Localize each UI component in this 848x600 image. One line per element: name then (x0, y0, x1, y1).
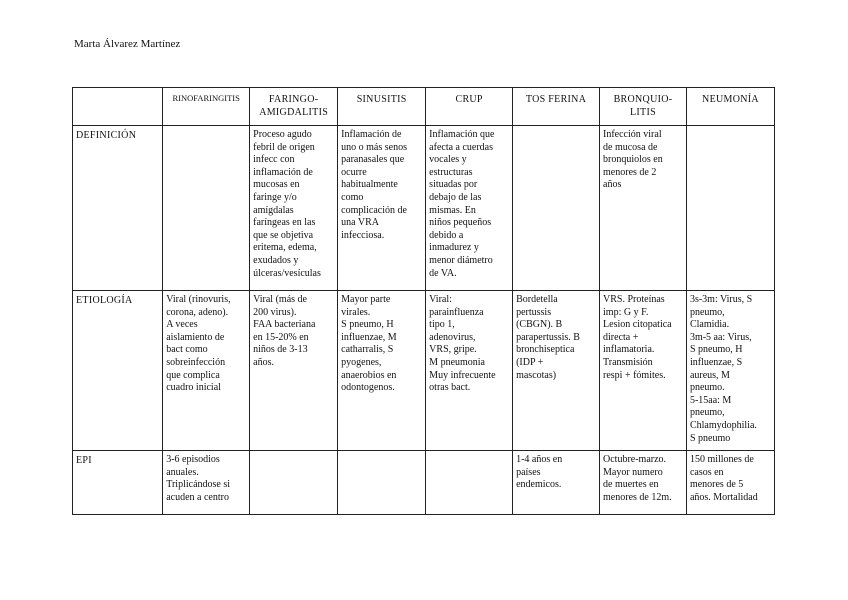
table-cell (163, 126, 250, 291)
table-cell: Inflamación de uno o más senos paranasales que ocurre habitualmente como complicación de una VRA infecciosa. (338, 126, 426, 291)
table-row-definicion (73, 126, 775, 291)
table-row-etiologia (73, 291, 775, 451)
table-cell: Inflamación que afecta a cuerdas vocales y estructuras situadas por debajo de las mismas. En niños pequeños debido a inmadurez y menor diámetro de VA. (426, 126, 513, 291)
table-cell (426, 451, 513, 515)
header-cell-crup: CRUP (426, 88, 513, 126)
header-cell-tos-ferina: TOS FERINA (513, 88, 600, 126)
table-cell: 150 millones de casos en menores de 5 años. Mortalidad (686, 451, 774, 515)
table-cell (250, 451, 338, 515)
header-row (73, 88, 775, 126)
header-cell-faringoamigdalitis: FARINGO- AMIGDALITIS (250, 88, 338, 126)
comparison-table (72, 87, 775, 515)
row-label-definicion: DEFINICIÓN (73, 126, 163, 291)
header-cell-empty (73, 88, 163, 126)
header-cell-sinusitis: SINUSITIS (338, 88, 426, 126)
table-cell: VRS. Proteínas imp: G y F. Lesion citopatica directa + inflamatoria. Transmisión respi + fómites. (600, 291, 687, 451)
table-cell: Bordetella pertussis (CBGN). B parapertussis. B bronchiseptica (IDP + mascotas) (513, 291, 600, 451)
table-cell: Octubre-marzo. Mayor numero de muertes en menores de 12m. (600, 451, 687, 515)
table-cell: Proceso agudo febril de origen infecc con inflamación de mucosas en faringe y/o amígdalas faríngeas en las que se objetiva eritema, edema, exudados y úlceras/vesículas (250, 126, 338, 291)
header-cell-bronquiolitis: BRONQUIO- LITIS (600, 88, 687, 126)
table-cell: Viral: parainfluenza tipo 1, adenovirus, VRS, gripe. M pneumonia Muy infrecuente otras bact. (426, 291, 513, 451)
table-cell: Viral (más de 200 virus). FAA bacteriana en 15-20% en niños de 3-13 años. (250, 291, 338, 451)
table-cell: Viral (rinovuris, corona, adeno). A veces aislamiento de bact como sobreinfección que complica cuadro inicial (163, 291, 250, 451)
table-cell: Mayor parte virales. S pneumo, H influenzae, M catharralis, S pyogenes, anaerobios en odontogenos. (338, 291, 426, 451)
table-cell (338, 451, 426, 515)
header-cell-neumonia: NEUMONÍA (686, 88, 774, 126)
table-cell: Infección viral de mucosa de bronquiolos en menores de 2 años (600, 126, 687, 291)
row-label-epi: EPI (73, 451, 163, 515)
header-cell-rinofaringitis: RINOFARINGITIS (163, 88, 250, 126)
table-row-epi (73, 451, 775, 515)
author-name: Marta Álvarez Martínez (74, 38, 181, 50)
table-cell: 1-4 años en países endemicos. (513, 451, 600, 515)
row-label-etiologia: ETIOLOGÍA (73, 291, 163, 451)
table-cell (513, 126, 600, 291)
table-cell: 3s-3m: Virus, S pneumo, Clamidia. 3m-5 aa: Virus, S pneumo, H influenzae, S aureus, M pneumo. 5-15aa: M pneumo, Chlamydophilia. S pneumo (686, 291, 774, 451)
table-cell (686, 126, 774, 291)
table-cell: 3-6 episodios anuales. Triplicándose si acuden a centro (163, 451, 250, 515)
